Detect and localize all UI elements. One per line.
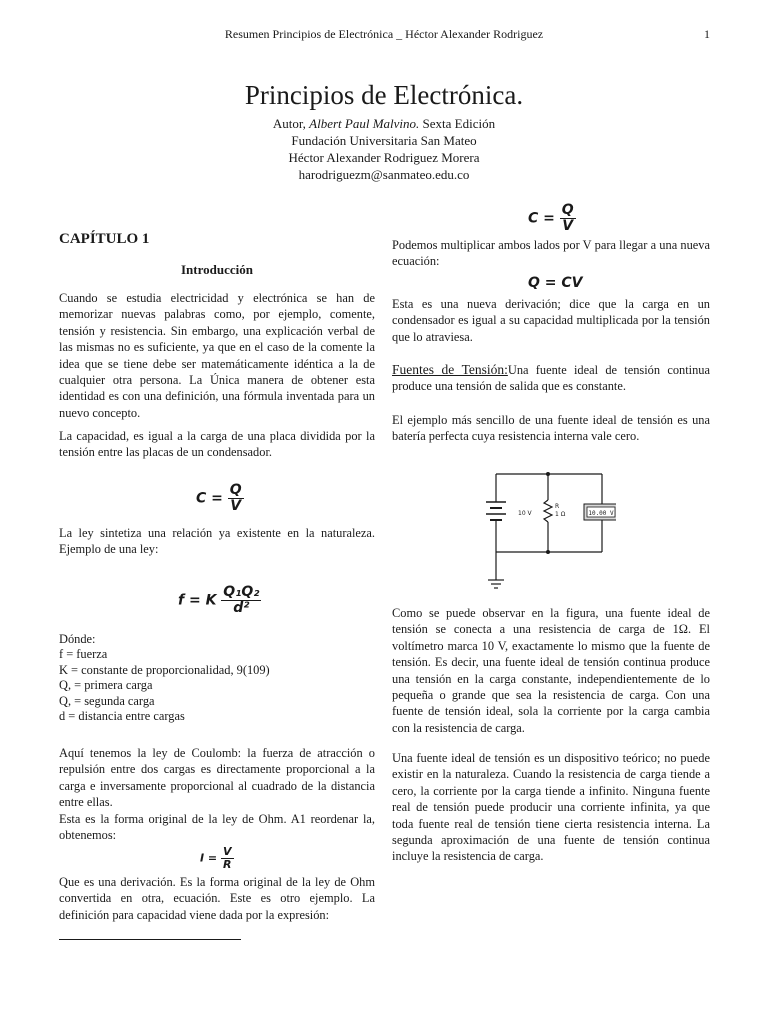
paragraph-voltage-sources bbox=[392, 362, 710, 395]
equation-coulomb bbox=[178, 585, 261, 616]
paragraph-text: Esta es la forma original de la ley de Ohm. A1 reordenar la, obtenemos: bbox=[59, 811, 375, 843]
edition: Sexta Edición bbox=[422, 116, 496, 131]
paragraph-text: Podemos multiplicar ambos lados por V para llegar a una nueva ecuación: bbox=[392, 238, 710, 269]
equation-lhs: f = K bbox=[178, 592, 217, 609]
variable-list bbox=[59, 632, 375, 724]
battery-icon bbox=[486, 502, 506, 520]
paragraph-derivation bbox=[59, 874, 375, 923]
list-item: Q, = segunda carga bbox=[59, 693, 155, 708]
running-header: Resumen Principios de Electrónica _ Héctor Alexander Rodriguez bbox=[224, 27, 544, 41]
paragraph-battery bbox=[392, 412, 710, 445]
denominator: R bbox=[223, 858, 232, 871]
paragraph-intro bbox=[59, 290, 375, 421]
paragraph-text: Como se puede observar en la figura, una fuente ideal de tensión se conecta a una resistencia de carga de 1Ω. El voltímetro marca 10 V, exactamente lo mismo que la fuente de tensión. Es decir, una fuente ideal de tensión continua produce una tensión en la carga constante, independientemente de lo pequeña o grande que sea la resistencia de carga. Con una fuente de tensión ideal, sola la corriente por la carga cambia con la resistencia de carga. bbox=[392, 606, 710, 735]
battery-label: 10 V bbox=[518, 510, 532, 517]
author-line bbox=[0, 115, 768, 132]
equation-lhs: I = bbox=[200, 851, 218, 865]
denominator: d² bbox=[233, 600, 250, 616]
section-heading: Introducción bbox=[181, 262, 253, 277]
junction-node bbox=[546, 472, 550, 476]
equation-fraction bbox=[560, 203, 576, 234]
paragraph-text: El ejemplo más sencillo de una fuente ideal de tensión es una batería perfecta cuya resistencia interna vale cero. bbox=[392, 413, 710, 444]
paragraph-capacity bbox=[59, 428, 375, 461]
paragraph-derivation-charge bbox=[392, 296, 710, 345]
denominator: V bbox=[562, 218, 574, 234]
author-name: Albert Paul Malvino. bbox=[309, 116, 420, 131]
resistor-value: 1 Ω bbox=[555, 511, 566, 518]
numerator: V bbox=[222, 845, 232, 858]
equation-fraction bbox=[221, 846, 234, 871]
numerator: Q₁Q₂ bbox=[223, 584, 260, 600]
where-label: Dónde: bbox=[59, 632, 96, 646]
paragraph-multiply bbox=[392, 237, 710, 270]
list-item: f = fuerza bbox=[59, 647, 108, 662]
paragraph-text: Aquí tenemos la ley de Coulomb: la fuerza de atracción o repulsión entre dos cargas es directamente proporcional a la carga e inversamente proporcional al cuadrado de la distancia entre ellas. bbox=[59, 746, 375, 810]
paragraph-coulomb bbox=[59, 745, 375, 843]
circuit-diagram bbox=[484, 462, 616, 600]
page-number: 1 bbox=[704, 27, 710, 41]
chapter-heading: CAPÍTULO 1 bbox=[59, 231, 150, 247]
list-item: K = constante de proporcionalidad, 9(109) bbox=[59, 662, 270, 677]
paragraph-law bbox=[59, 525, 375, 558]
paragraph-ideal-source bbox=[392, 750, 710, 865]
paragraph-text: Que es una derivación. Es la forma original de la ley de Ohm convertida en otra, ecuación. Este es otro ejemplo. La definición para capacidad viene dada por la expresión: bbox=[59, 875, 375, 922]
paragraph-text: La capacidad, es igual a la carga de una placa dividida por la tensión entre las placas de un condensador. bbox=[59, 429, 375, 460]
subsection-title: Fuentes de Tensión: bbox=[392, 362, 508, 377]
document-title: Principios de Electrónica. bbox=[244, 80, 524, 110]
equation-capacity bbox=[196, 483, 244, 514]
numerator: Q bbox=[561, 202, 574, 218]
junction-node bbox=[546, 550, 550, 554]
paragraph-text: Esta es una nueva derivación; dice que la carga en un condensador es igual a su capacidad multiplicada por la tensión que lo atraviesa. bbox=[392, 297, 710, 344]
footnote-divider bbox=[59, 939, 241, 940]
equation-fraction bbox=[221, 585, 261, 616]
paragraph-text: Una fuente ideal de tensión es un dispositivo teórico; no puede existir en la naturaleza. Cuando la resistencia de carga tiende a cero, la corriente por la carga tiende a infinito. Ninguna fuente real de tensión puede producir una corriente infinita, ya que toda fuente real de tensión tiene cierta resistencia interna. La segunda aproximación de una fuente de tensión continua incluye la resistencia de carga. bbox=[392, 751, 710, 864]
denominator: V bbox=[230, 498, 242, 514]
numerator: Q bbox=[229, 482, 242, 498]
paragraph-text: La ley sintetiza una relación ya existente en la naturaleza. Ejemplo de una ley: bbox=[59, 526, 375, 557]
list-item: Q, = primera carga bbox=[59, 678, 153, 693]
equation-ohm bbox=[200, 846, 234, 871]
email: harodriguezm@sanmateo.edu.co bbox=[298, 167, 470, 182]
voltmeter-reading: 10.00 V bbox=[588, 510, 614, 517]
equation-lhs: C = bbox=[528, 210, 555, 227]
equation-lhs: C = bbox=[196, 490, 223, 507]
ground-icon bbox=[488, 580, 504, 588]
list-item: d = distancia entre cargas bbox=[59, 709, 185, 724]
paragraph-text: Cuando se estudia electricidad y electrónica se han de memorizar nuevas palabras como, por ejemplo, comente, tensión y resistencia. Sin embargo, una explicación verbal de las mismas no es suficiente, ya que en el caso de la comente la idea que se tiene debe ser matemáticamente idéntica a la de cualquier otra persona. La Única manera de obtener esta identidad es con una definición, una fórmula inventada para un nuevo concepto. bbox=[59, 291, 375, 420]
resistor-label: R bbox=[555, 503, 560, 510]
equation-fraction bbox=[228, 483, 244, 514]
author-label: Autor, bbox=[272, 116, 306, 131]
institution: Fundación Universitaria San Mateo bbox=[291, 133, 477, 148]
equation-charge: Q = CV bbox=[528, 275, 583, 291]
student-name: Héctor Alexander Rodriguez Morera bbox=[288, 150, 480, 165]
paragraph-figure-explanation bbox=[392, 605, 710, 736]
paragraph-text: Una fuente ideal de tensión continua produce una tensión de salida que es constante. bbox=[392, 363, 711, 394]
equation-capacity-right bbox=[528, 203, 576, 234]
